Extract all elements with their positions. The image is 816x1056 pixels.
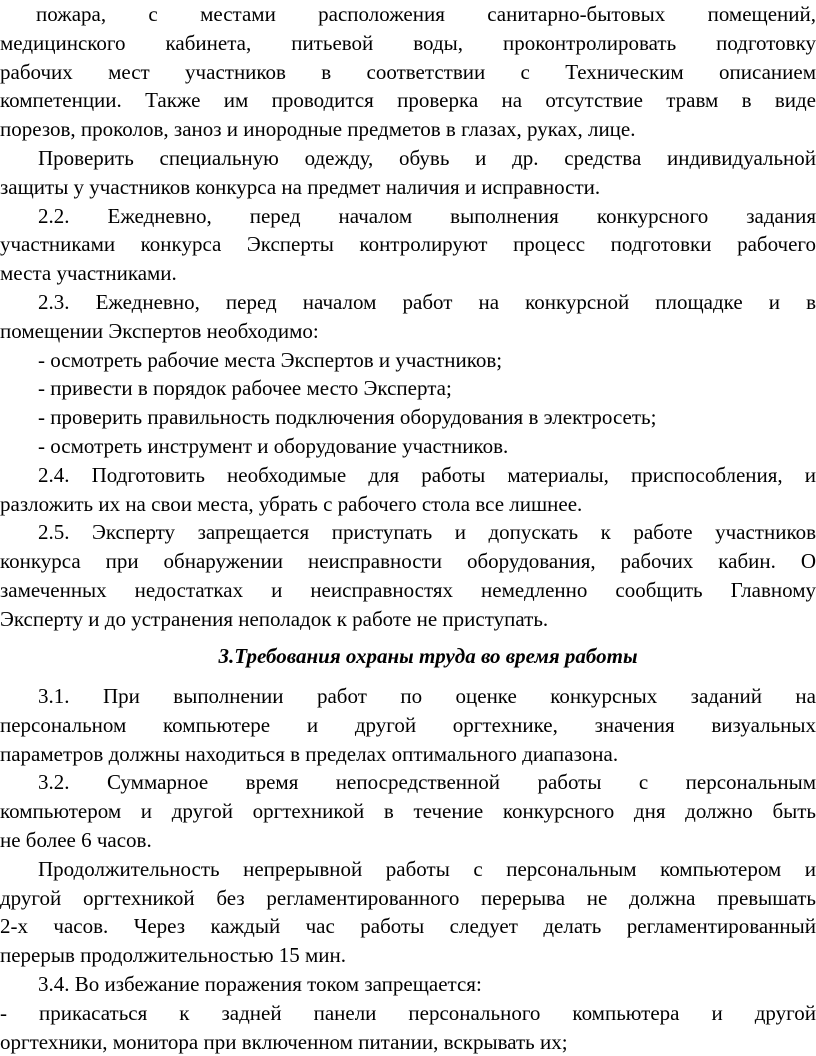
text-line: 3.1. При выполнении работ по оценке конкурсных заданий на — [38, 684, 816, 708]
text-line: разложить их на свои места, убрать с рабочего стола все лишнее. — [0, 491, 583, 516]
text-line: пожара, с местами расположения санитарно-бытовых помещений, — [36, 2, 816, 26]
text-line: параметров должны находиться в пределах оптимального диапазона. — [0, 741, 619, 766]
list-item: - привести в порядок рабочее место Эксперта; — [38, 376, 452, 401]
text-line: 2.3. Ежедневно, перед началом работ на конкурсной площадке и в — [38, 289, 816, 314]
text-line: Проверить специальную одежду, обувь и др. средства индивидуальной — [38, 145, 816, 170]
list-item: - осмотреть инструмент и оборудование участников. — [38, 433, 509, 458]
text-line: 3.2. Суммарное время непосредственной работы с персональным — [38, 770, 816, 795]
list-item: - проверить правильность подключения оборудования в электросеть; — [38, 405, 657, 430]
text-line: компьютером и другой оргтехникой в течение конкурсного дня должно быть — [0, 799, 816, 824]
text-line: замеченных недостатках и неисправностях немедленно сообщить Главному — [0, 577, 816, 602]
text-line: 3.4. Во избежание поражения током запрещается: — [38, 971, 482, 996]
text-line: 2.5. Эксперту запрещается приступать и допускать к работе участников — [38, 520, 816, 545]
text-line: рабочих мест участников в соответствии с Техническим описанием — [0, 59, 816, 84]
text-line: защиты у участников конкурса на предмет наличия и исправности. — [0, 174, 601, 199]
list-item: - осмотреть рабочие места Экспертов и участников; — [38, 347, 503, 372]
text-line: Эксперту и до устранения неполадок к работе не приступать. — [0, 606, 549, 631]
text-line: места участниками. — [0, 261, 177, 286]
text-line: 2-х часов. Через каждый час работы следует делать регламентированный — [0, 914, 816, 939]
section-3 — [0, 630, 816, 1056]
text-line: участниками конкурса Эксперты контролируют процесс подготовки рабочего — [0, 232, 816, 257]
text-line: помещении Экспертов необходимо: — [0, 318, 319, 343]
text-line: перерыв продолжительностью 15 мин. — [0, 943, 347, 968]
section-heading: 3.Требования охраны труда во время работы — [218, 644, 638, 668]
text-line: не более 6 часов. — [0, 827, 152, 852]
text-line: компетенции. Также им проводится проверка на отсутствие травм в виде — [0, 88, 816, 113]
text-line: 2.4. Подготовить необходимые для работы материалы, приспособления, и — [38, 462, 816, 487]
text-line: 2.2. Ежедневно, перед началом выполнения конкурсного задания — [38, 203, 816, 228]
text-line: порезов, проколов, заноз и инородные предметов в глазах, руках, лице. — [0, 117, 636, 142]
text-line: конкурса при обнаружении неисправности оборудования, рабочих кабин. О — [0, 549, 816, 574]
text-line: медицинского кабинета, питьевой воды, проконтролировать подготовку — [0, 30, 816, 55]
list-item: оргтехники, монитора при включенном питании, вскрывать их; — [0, 1029, 568, 1054]
text-line: другой оргтехникой без регламентированного перерыва не должна превышать — [0, 885, 816, 910]
list-item: - прикасаться к задней панели персонального компьютера и другой — [0, 1000, 816, 1025]
text-line: Продолжительность непрерывной работы с персональным компьютером и — [38, 856, 816, 881]
text-line: персональном компьютере и другой оргтехнике, значения визуальных — [0, 712, 816, 737]
